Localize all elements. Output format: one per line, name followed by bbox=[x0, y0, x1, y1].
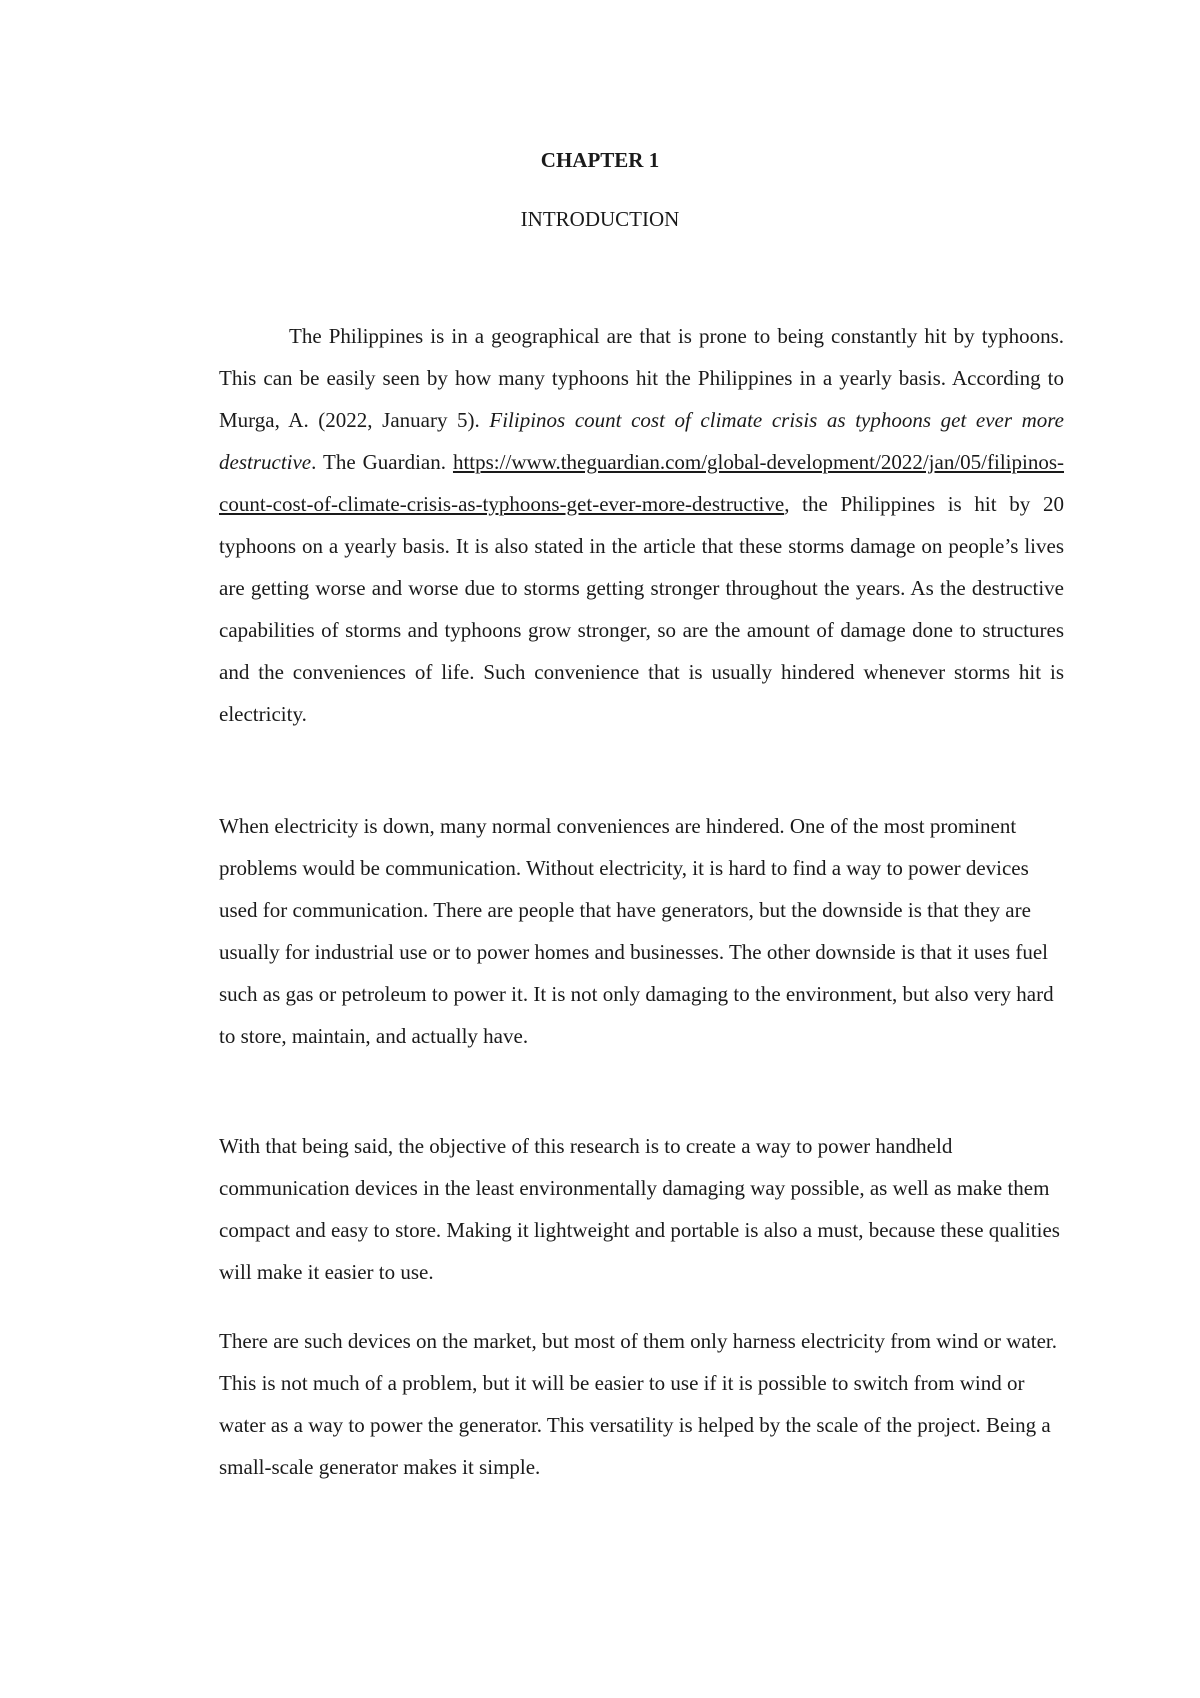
paragraph-1-source: . The Guardian. bbox=[311, 450, 453, 474]
paragraph-1-text-end: , the Philippines is hit by 20 typhoons on a yearly basis. It is also stated in the article that these storms damage on people’s lives are getting worse and worse due to storms getting stronger throughout the years. As the destructive capabilities of storms and typhoons grow stronger, so are the amount of damage done to structures and the conveniences of life. Such convenience that is usually hindered whenever storms hit is electricity. bbox=[219, 492, 1064, 726]
article-title: Filipinos count cost of climate crisis as typhoons get ever more destructive bbox=[219, 408, 1064, 474]
article-link[interactable]: https://www.theguardian.com/global-development/2022/jan/05/filipinos-count-cost-of-climate-crisis-as-typhoons-get-ever-more-destructive bbox=[219, 450, 1064, 516]
chapter-title: CHAPTER 1 bbox=[540, 148, 660, 172]
paragraph-1-text-start: The Philippines is in a geographical are that is prone to being constantly hit by typhoons. This can be easily seen by how many typhoons hit the Philippines in a yearly basis. According to Murga, A. (2022, January 5). bbox=[219, 324, 1064, 432]
section-title: INTRODUCTION bbox=[520, 207, 680, 231]
intro-paragraph-1 bbox=[219, 315, 1064, 735]
intro-paragraph-3: With that being said, the objective of this research is to create a way to power handheld communication devices in the least environmentally damaging way possible, as well as make them compact and easy to store. Making it lightweight and portable is also a must, because these qualities will make it easier to use. bbox=[219, 1134, 1060, 1284]
intro-paragraph-4: There are such devices on the market, but most of them only harness electricity from wind or water. This is not much of a problem, but it will be easier to use if it is possible to switch from wind or water as a way to power the generator. This versatility is helped by the scale of the project. Being a small-scale generator makes it simple. bbox=[219, 1329, 1057, 1479]
intro-paragraph-2: When electricity is down, many normal conveniences are hindered. One of the most prominent problems would be communication. Without electricity, it is hard to find a way to power devices used for communication. There are people that have generators, but the downside is that they are usually for industrial use or to power homes and businesses. The other downside is that it uses fuel such as gas or petroleum to power it. It is not only damaging to the environment, but also very hard to store, maintain, and actually have. bbox=[219, 814, 1054, 1048]
